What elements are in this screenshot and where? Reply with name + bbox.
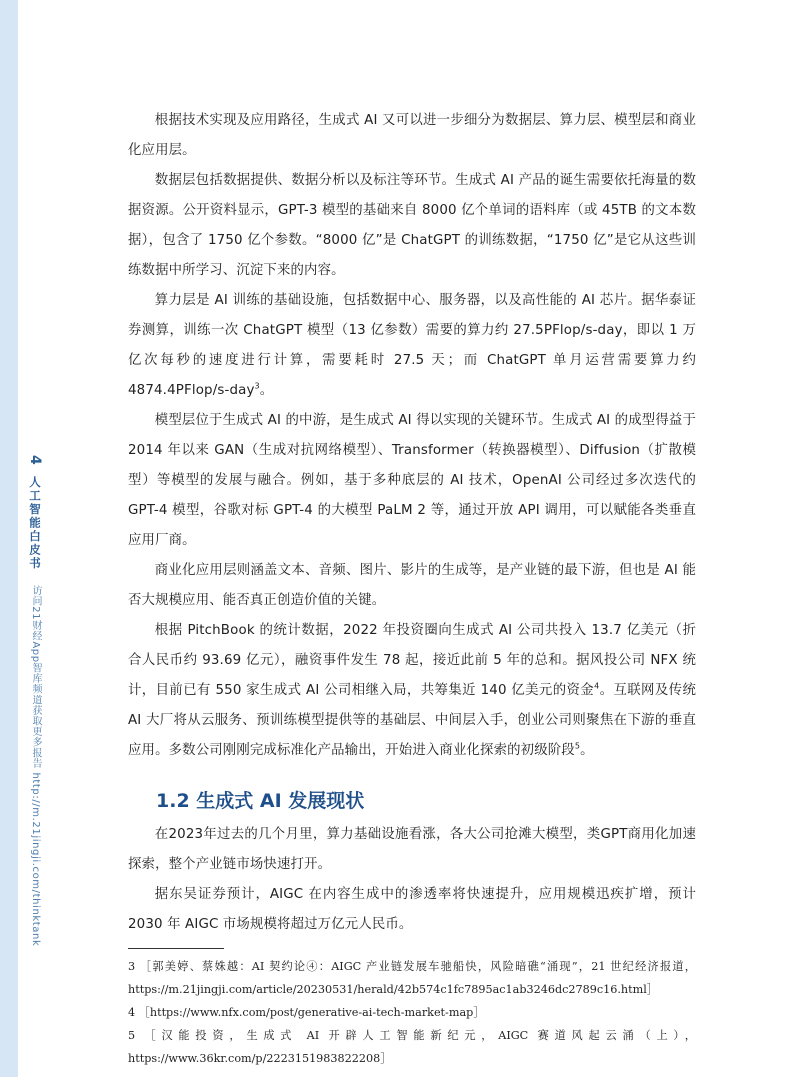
footnote-4: 4 ［https://www.nfx.com/post/generative-ai-tech-market-map］	[128, 1006, 485, 1019]
section-heading: 1.2 生成式 AI 发展现状	[156, 790, 365, 812]
footnote-5: 5 ［汉能投资，生成式 AI 开辟人工智能新纪元，AIGC 赛道风起云涌（上），https://www.36kr.com/p/2223151983822208］	[128, 1029, 696, 1065]
paragraph-aigc-forecast: 据东吴证券预计，AIGC 在内容生成中的渗透率将快速提升，应用规模迅疾扩增，预计 2030 年 AIGC 市场规模将超过万亿元人民币。	[128, 887, 696, 932]
paragraph-compute-layer: 算力层是 AI 训练的基础设施，包括数据中心、服务器，以及高性能的 AI 芯片。据华泰证券测算，训练一次 ChatGPT 模型（13 亿参数）需要的算力约 27.5PFlop/s-day，即以 1 万亿次每秒的速度进行计算，需要耗时 27.5 天；而 ChatGPT 单月运营需要算力约 4874.4PFlop/s-day$^3$。	[128, 293, 696, 398]
side-color-strip	[0, 0, 18, 1077]
paragraph-intro: 根据技术实现及应用路径，生成式 AI 又可以进一步细分为数据层、算力层、模型层和商业化应用层。	[128, 113, 696, 158]
page-body	[128, 106, 696, 1070]
footnote-3: 3 ［郭美婷、蔡姝越：AI 契约论④：AIGC 产业链发展车驰船快，风险暗礁“涌现”，21 世纪经济报道，https://m.21jingji.com/article/20230531/herald/42b574c1fc7895ac1ab3246dc2789c16.html］	[128, 960, 696, 996]
page-number: 4	[27, 455, 43, 465]
paragraph-application-layer: 商业化应用层则涵盖文本、音频、图片、影片的生成等，是产业链的最下游，但也是 AI 能否大规模应用、能否真正创造价值的关键。	[128, 563, 696, 608]
paragraph-compute-layer-text: 算力层是 AI 训练的基础设施，包括数据中心、服务器，以及高性能的 AI 芯片。据华泰证券测算，训练一次 ChatGPT 模型（13 亿参数）需要的算力约 27.5PFlop/s-day，即以 1 万亿次每秒的速度进行计算，需要耗时 27.5 天；而 ChatGPT 单月运营需要算力约 4874.4PFlop/s-day	[128, 293, 696, 398]
paragraph-investment-text-b: 。互联网及传统 AI 大厂将从云服务、预训练模型提供等的基础层、中间层入手，创业公司则聚焦在下游的垂直应用。多数公司刚刚完成标准化产品输出，开始进入商业化探索的初级阶段	[128, 683, 696, 758]
footnote-divider	[128, 948, 224, 949]
paragraph-investment-text-a: 根据 PitchBook 的统计数据，2022 年投资圈向生成式 AI 公司共投入 13.7 亿美元（折合人民币约 93.69 亿元），融资事件发生 78 起，接近此前 5 年的总和。据风投公司 NFX 统计，目前已有 550 家生成式 AI 公司相继入局，共筹集近 140 亿美元的资金	[128, 623, 696, 698]
paragraph-investment: 根据 PitchBook 的统计数据，2022 年投资圈向生成式 AI 公司共投入 13.7 亿美元（折合人民币约 93.69 亿元），融资事件发生 78 起，接近此前 5 年的总和。据风投公司 NFX 统计，目前已有 550 家生成式 AI 公司相继入局，共筹集近 140 亿美元的资金$^4$。互联网及传统 AI 大厂将从云服务、预训练模型提供等的基础层、中间层入手，创业公司则聚焦在下游的垂直应用。多数公司刚刚完成标准化产品输出，开始进入商业化探索的初级阶段$^5$。	[128, 623, 696, 758]
footnote-ref-5[interactable]: 5	[574, 741, 581, 751]
paragraph-market-2023: 在2023年过去的几个月里，算力基础设施看涨，各大公司抢滩大模型，类GPT商用化加速探索，整个产业链市场快速打开。	[128, 827, 696, 872]
side-subtitle-link[interactable]: 访问21财经App智库频道获取更多报告 http://m.21jingji.com/thinktank	[30, 585, 41, 947]
footnote-ref-3[interactable]: 3	[254, 381, 260, 391]
paragraph-model-layer: 模型层位于生成式 AI 的中游，是生成式 AI 得以实现的关键环节。生成式 AI 的成型得益于 2014 年以来 GAN（生成对抗网络模型）、Transformer（转换器模型）、Diffusion（扩散模型）等模型的发展与融合。例如，基于多种底层的 AI 技术，OpenAI 公司经过多次迭代的 GPT-4 模型，谷歌对标 GPT-4 的大模型 PaLM 2 等，通过开放 API 调用，可以赋能各类垂直应用厂商。	[128, 413, 696, 548]
book-title: 人工智能白皮书	[28, 475, 42, 571]
footnote-ref-4[interactable]: 4	[594, 681, 600, 691]
paragraph-data-layer: 数据层包括数据提供、数据分析以及标注等环节。生成式 AI 产品的诞生需要依托海量的数据资源。公开资料显示，GPT-3 模型的基础来自 8000 亿个单词的语料库（或 45TB 的文本数据），包含了 1750 亿个参数。“8000 亿”是 ChatGPT 的训练数据，“1750 亿”是它从这些训练数据中所学习、沉淀下来的内容。	[128, 173, 696, 278]
side-margin-label	[26, 455, 44, 947]
